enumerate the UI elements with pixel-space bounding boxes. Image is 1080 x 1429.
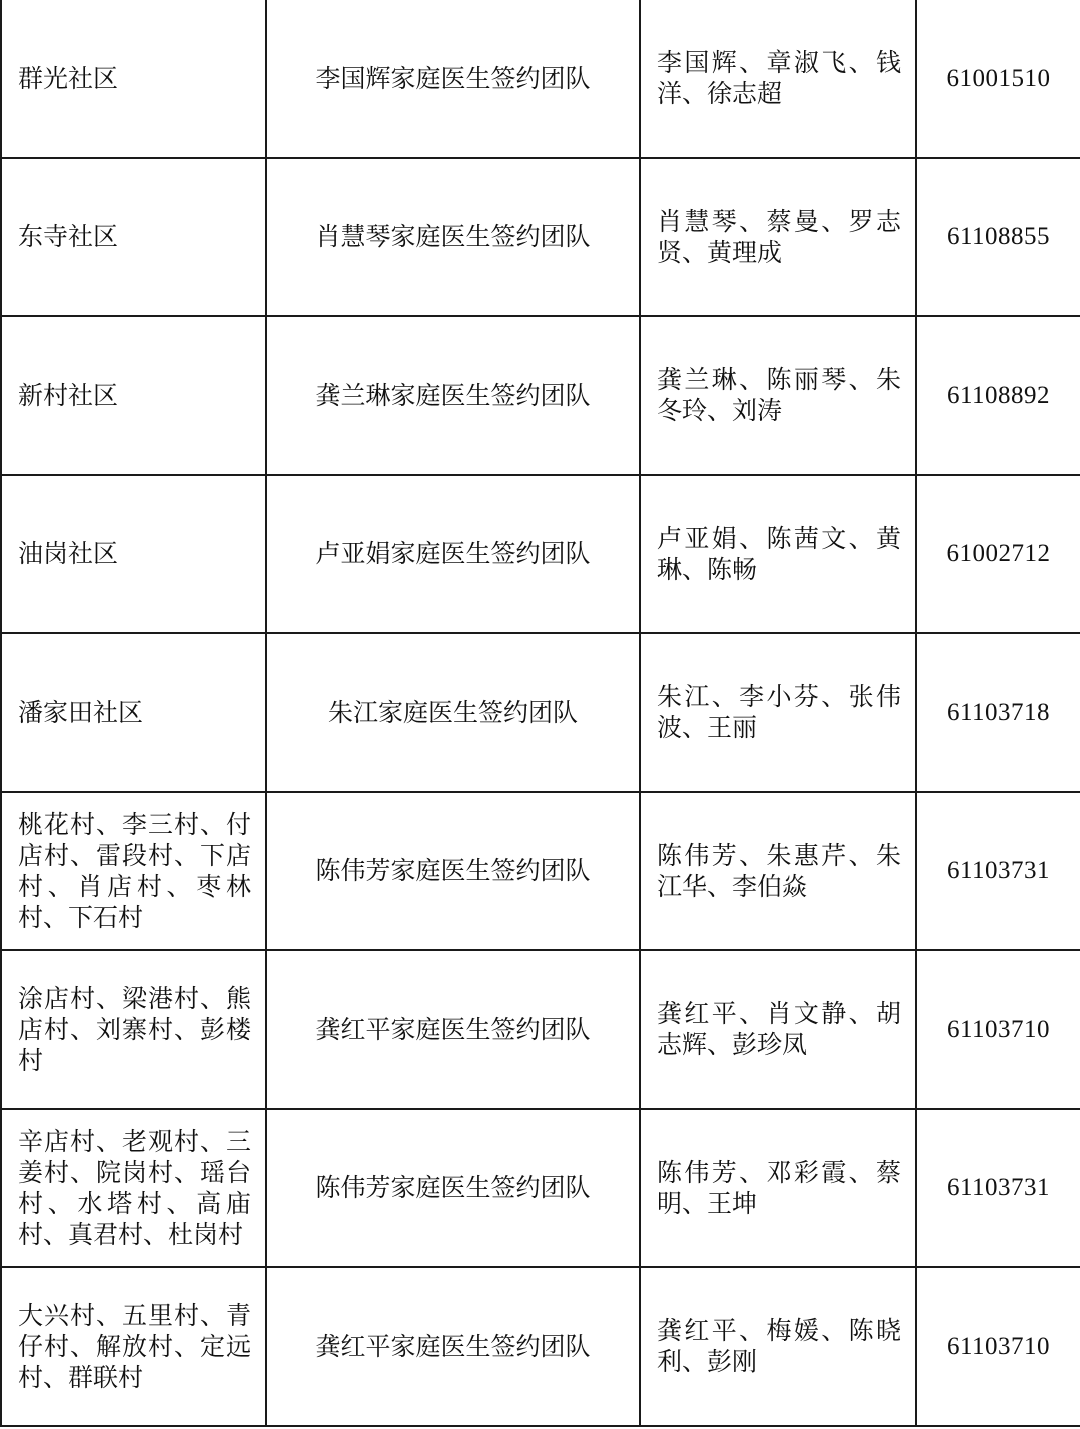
- team-members-cell: 朱江、李小芬、张伟波、王丽: [640, 633, 916, 792]
- team-members-cell: 陈伟芳、邓彩霞、蔡明、王坤: [640, 1109, 916, 1268]
- team-name-cell: 朱江家庭医生签约团队: [266, 633, 640, 792]
- contact-phone-cell: 61108892: [916, 316, 1080, 475]
- table-row: [1, 0, 1080, 158]
- table-row: [1, 316, 1080, 475]
- table-row: [1, 1267, 1080, 1426]
- service-area-cell: 群光社区: [1, 0, 266, 158]
- team-name-cell: 龚兰琳家庭医生签约团队: [266, 316, 640, 475]
- service-area-cell: 新村社区: [1, 316, 266, 475]
- service-area-cell: 潘家田社区: [1, 633, 266, 792]
- team-name-cell: 龚红平家庭医生签约团队: [266, 1267, 640, 1426]
- team-members-cell: 陈伟芳、朱惠芹、朱江华、李伯焱: [640, 792, 916, 951]
- table-row: [1, 1109, 1080, 1268]
- team-name-cell: 陈伟芳家庭医生签约团队: [266, 792, 640, 951]
- table-row: [1, 950, 1080, 1109]
- contact-phone-cell: 61103710: [916, 1267, 1080, 1426]
- team-name-cell: 卢亚娟家庭医生签约团队: [266, 475, 640, 634]
- team-members-cell: 肖慧琴、蔡曼、罗志贤、黄理成: [640, 158, 916, 317]
- contact-phone-cell: 61103731: [916, 1109, 1080, 1268]
- team-name-cell: 陈伟芳家庭医生签约团队: [266, 1109, 640, 1268]
- team-members-cell: 龚红平、梅媛、陈晓利、彭刚: [640, 1267, 916, 1426]
- table-row: [1, 475, 1080, 634]
- table-row: [1, 158, 1080, 317]
- table-row: [1, 792, 1080, 951]
- service-area-cell: 大兴村、五里村、青仔村、解放村、定远村、群联村: [1, 1267, 266, 1426]
- service-area-cell: 东寺社区: [1, 158, 266, 317]
- service-area-cell: 桃花村、李三村、付店村、雷段村、下店村、肖店村、枣林村、下石村: [1, 792, 266, 951]
- team-name-cell: 肖慧琴家庭医生签约团队: [266, 158, 640, 317]
- contact-phone-cell: 61002712: [916, 475, 1080, 634]
- team-members-cell: 卢亚娟、陈茜文、黄琳、陈畅: [640, 475, 916, 634]
- contact-phone-cell: 61103710: [916, 950, 1080, 1109]
- team-members-cell: 李国辉、章淑飞、钱洋、徐志超: [640, 0, 916, 158]
- team-members-cell: 龚兰琳、陈丽琴、朱冬玲、刘涛: [640, 316, 916, 475]
- service-area-cell: 油岗社区: [1, 475, 266, 634]
- contact-phone-cell: 61103731: [916, 792, 1080, 951]
- contact-phone-cell: 61108855: [916, 158, 1080, 317]
- team-name-cell: 李国辉家庭医生签约团队: [266, 0, 640, 158]
- service-area-cell: 涂店村、梁港村、熊店村、刘寨村、彭楼村: [1, 950, 266, 1109]
- service-area-cell: 辛店村、老观村、三姜村、院岗村、瑶台村、水塔村、高庙村、真君村、杜岗村: [1, 1109, 266, 1268]
- contact-phone-cell: 61103718: [916, 633, 1080, 792]
- team-members-cell: 龚红平、肖文静、胡志辉、彭珍凤: [640, 950, 916, 1109]
- table-row: [1, 633, 1080, 792]
- contact-phone-cell: 61001510: [916, 0, 1080, 158]
- team-name-cell: 龚红平家庭医生签约团队: [266, 950, 640, 1109]
